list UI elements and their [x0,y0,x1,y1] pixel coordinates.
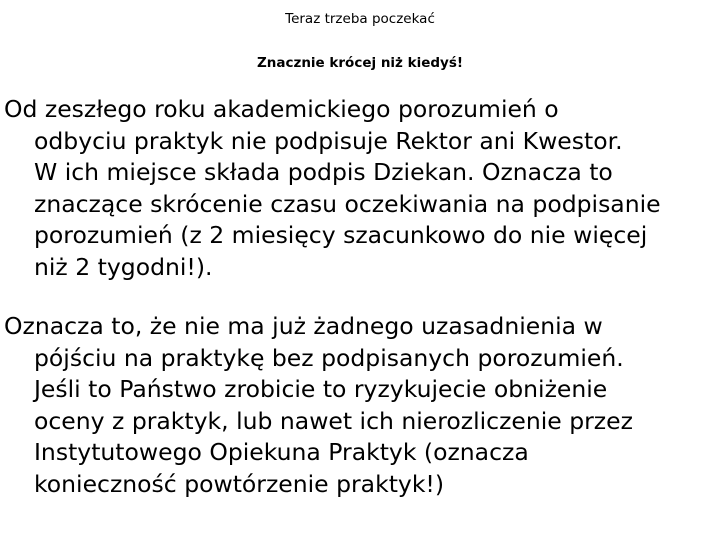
paragraph-2 [4,311,718,500]
paragraph-1-line: porozumień (z 2 miesięcy szacunkowo do nie więcej [34,221,648,249]
title-line-2-bold: Znacznie krócej niż kiedyś! [256,55,464,71]
paragraph-2-line: Instytutowego Opiekuna Praktyk (oznacza [34,438,529,466]
paragraph-2-line: konieczność powtórzenie praktyk!) [34,469,445,498]
paragraph-1-line: niż 2 tygodni!). [34,252,213,281]
paragraph-2-line: oceny z praktyk, lub nawet ich nierozliczenie przez [34,406,633,435]
paragraph-1-line: znaczące skrócenie czasu oczekiwania na podpisanie [34,189,661,218]
title-line-1: Teraz trzeba poczekać [285,11,435,27]
paragraph-1-line: odbyciu praktyk nie podpisuje Rektor ani Kwestor. [34,126,623,155]
paragraph-2-line: Jeśli to Państwo zrobicie to ryzykujecie obniżenie [34,375,608,403]
paragraph-2-line: Oznacza to, że nie ma już żadnego uzasadnienia w [4,312,603,340]
paragraph-2-line: pójściu na praktykę bez podpisanych porozumień. [34,343,624,372]
paragraph-1 [4,94,718,283]
paragraph-1-line: Od zeszłego roku akademickiego porozumień o [4,95,559,123]
paragraph-1-line: W ich miejsce składa podpis Dziekan. Oznacza to [34,158,613,186]
